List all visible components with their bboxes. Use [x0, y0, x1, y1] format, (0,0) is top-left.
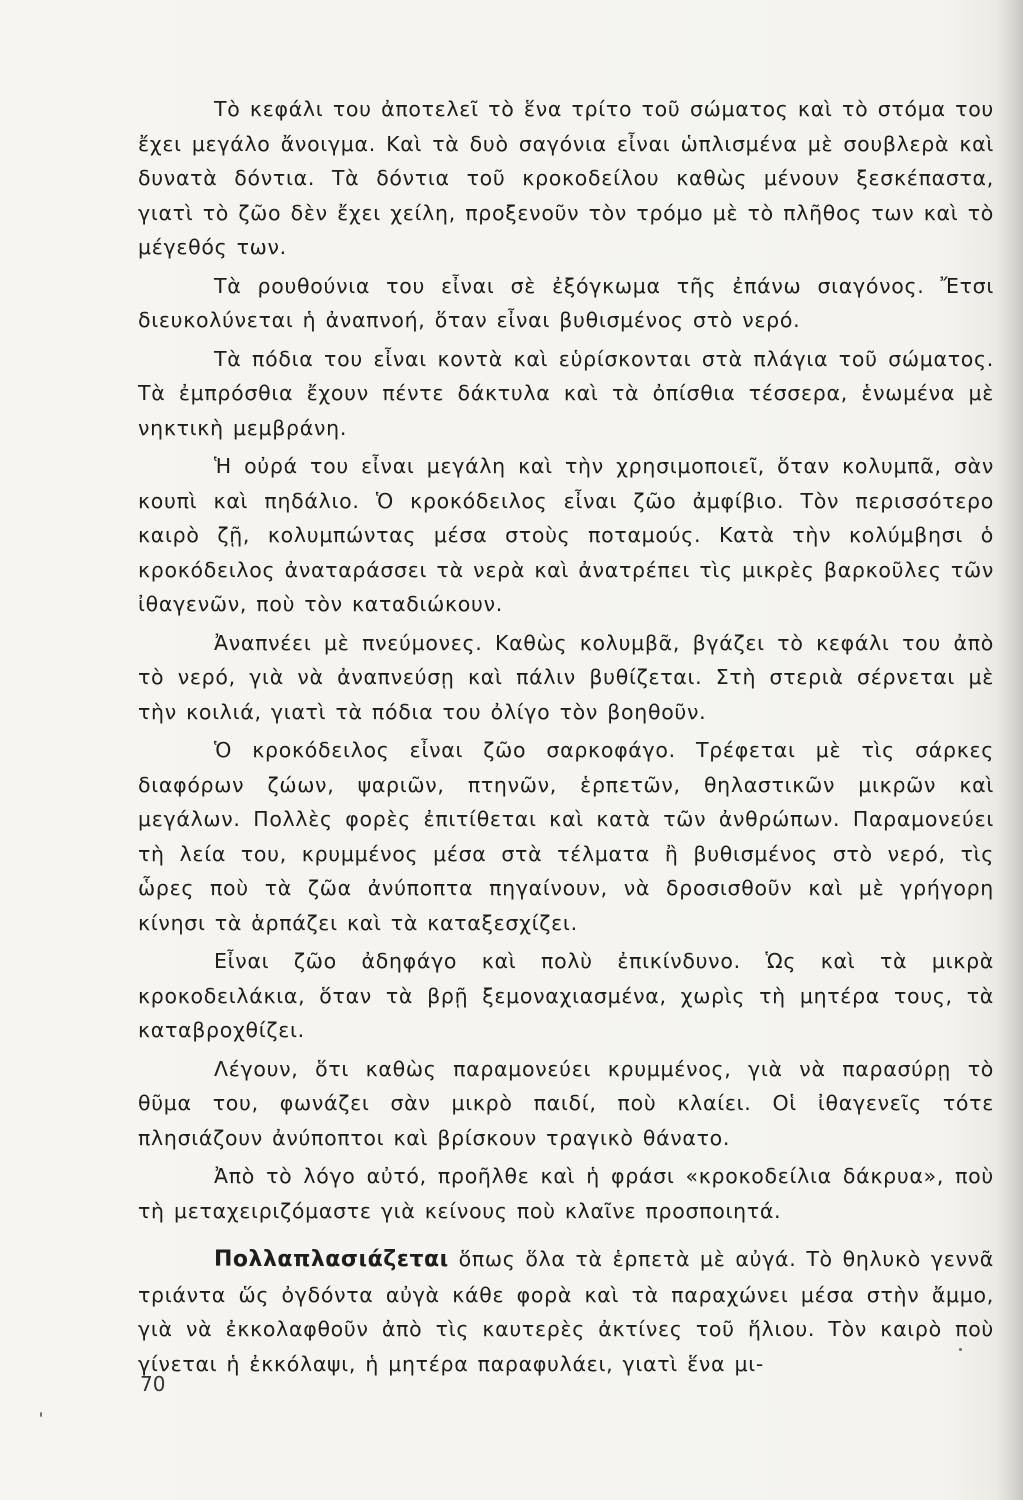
paragraph-reproduction: [138, 1242, 994, 1381]
paper-speck: [40, 1412, 42, 1417]
paragraph-carnivore: Ὁ κροκόδειλος εἶναι ζῶο σαρκοφάγο. Τρέφεται μὲ τὶς σάρκες διαφόρων ζώων, ψαριῶν, πτηνῶν, ἑρπετῶν, θηλαστικῶν μικρῶν καὶ μεγάλων. Πολλὲς φορὲς ἐπιτίθεται καὶ κατὰ τῶν ἀνθρώπων. Παραμονεύει τὴ λεία του, κρυμμένος μέσα στὰ τέλματα ἢ βυθισμένος στὸ νερό, τὶς ὧρες ποὺ τὰ ζῶα ἀνύποπτα πηγαίνουν, νὰ δροσισθοῦν καὶ μὲ γρήγορη κίνησι τὰ ἁρπάζει καὶ τὰ καταξεσχίζει.: [138, 738, 994, 935]
paper-speck: [959, 1348, 962, 1351]
paragraph-legend: Λέγουν, ὅτι καθὼς παραμονεύει κρυμμένος, γιὰ νὰ παρασύρῃ τὸ θῦμα του, φωνάζει σὰν μικρὸ παιδί, ποὺ κλαίει. Οἱ ἰθαγενεῖς τότε πλησιάζουν ἀνύποπτοι καὶ βρίσκουν τραγικὸ θάνατο.: [138, 1056, 994, 1150]
page-edge-shadow: [997, 0, 1023, 1500]
paragraph-tail: Ἡ οὐρά του εἶναι μεγάλη καὶ τὴν χρησιμοποιεῖ, ὅταν κολυμπᾶ, σὰν κουπὶ καὶ πηδάλιο. Ὁ κροκόδειλος εἶναι ζῶο ἀμφίβιο. Τὸν περισσότερο καιρὸ ζῇ, κολυμπώντας μέσα στοὺς ποταμούς. Κατὰ τὴν κολύμβησι ὁ κροκόδειλος ἀναταράσσει τὰ νερὰ καὶ ἀνατρέπει τὶς μικρὲς βαρκοῦλες τῶν ἰθαγενῶν, ποὺ τὸν καταδιώκουν.: [138, 454, 994, 616]
paragraph-breathing: Ἀναπνέει μὲ πνεύμονες. Καθὼς κολυμβᾶ, βγάζει τὸ κεφάλι του ἀπὸ τὸ νερό, γιὰ νὰ ἀναπνεύσῃ καὶ πάλιν βυθίζεται. Στὴ στεριὰ σέρνεται μὲ τὴν κοιλιά, γιατὶ τὰ πόδια του ὀλίγο τὸν βοηθοῦν.: [138, 630, 994, 724]
reproduction-text: ὅπως ὅλα τὰ ἑρπετὰ μὲ αὐγά. Τὸ θηλυκὸ γεννᾶ τριάντα ὥς ὀγδόντα αὐγὰ κάθε φορὰ καὶ τὰ παραχώνει μέσα στὴν ἄμμο, γιὰ νὰ ἐκκολαφθοῦν ἀπὸ τὶς καυτερὲς ἀκτίνες τοῦ ἥλιου. Τὸν καιρὸ ποὺ γίνεται ἡ ἐκκόλαψι, ἡ μητέρα παραφυλάει, γιατὶ ἕνα μι-: [138, 1247, 994, 1376]
paragraph-tears: Ἀπὸ τὸ λόγο αὐτό, προῆλθε καὶ ἡ φράσι «κροκοδείλια δάκρυα», ποὺ τὴ μεταχειριζόμαστε γιὰ κείνους ποὺ κλαῖνε προσποιητά.: [138, 1164, 994, 1223]
paragraph-head-mouth: Τὸ κεφάλι του ἀποτελεῖ τὸ ἕνα τρίτο τοῦ σώματος καὶ τὸ στόμα του ἔχει μεγάλο ἄνοιγμα. Καὶ τὰ δυὸ σαγόνια εἶναι ὡπλισμένα μὲ σουβλερὰ καὶ δυνατὰ δόντια. Τὰ δόντια τοῦ κροκοδείλου καθὼς μένουν ξεσκέπαστα, γιατὶ τὸ ζῶο δὲν ἔχει χείλη, προξενοῦν τὸν τρόμο μὲ τὸ πλῆθος των καὶ τὸ μέγεθός των.: [138, 97, 994, 259]
paragraph-nostrils: Τὰ ρουθούνια του εἶναι σὲ ἐξόγκωμα τῆς ἐπάνω σιαγόνος. Ἔτσι διευκολύνεται ἡ ἀναπνοή, ὅταν εἶναι βυθισμένος στὸ νερό.: [138, 273, 994, 332]
page-number: 70: [140, 1372, 166, 1396]
body-text: [138, 92, 994, 1385]
paragraph-voracious: Εἶναι ζῶο ἀδηφάγο καὶ πολὺ ἐπικίνδυνο. Ὡς καὶ τὰ μικρὰ κροκοδειλάκια, ὅταν τὰ βρῇ ξεμοναχιασμένα, χωρὶς τὴ μητέρα τους, τὰ καταβροχθίζει.: [138, 949, 994, 1042]
reproduction-lead-word: Πολλαπλασιάζεται: [214, 1247, 449, 1272]
paragraph-legs: Τὰ πόδια του εἶναι κοντὰ καὶ εὑρίσκονται στὰ πλάγια τοῦ σώματος. Τὰ ἐμπρόσθια ἔχουν πέντε δάκτυλα καὶ τὰ ὀπίσθια τέσσερα, ἑνωμένα μὲ νηκτικὴ μεμβράνη.: [138, 346, 994, 440]
